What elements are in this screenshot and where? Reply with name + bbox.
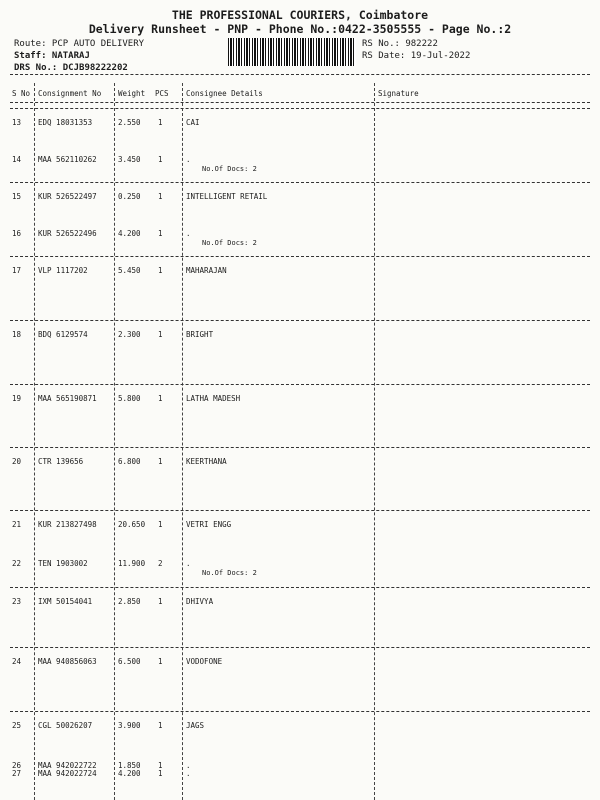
cell-consignee: KEERTHANA — [186, 457, 227, 466]
row-separator — [10, 510, 590, 511]
cell-sno: 15 — [12, 192, 22, 201]
row-separator — [10, 384, 590, 385]
cell-consignee: . — [186, 769, 191, 778]
col-header-weight: Weight — [118, 89, 146, 98]
cell-sno: 20 — [12, 457, 22, 466]
company-title: THE PROFESSIONAL COURIERS, Coimbatore — [171, 8, 429, 22]
row-separator — [10, 447, 590, 448]
row-separator — [10, 108, 590, 109]
row-separator — [10, 320, 590, 321]
cell-consignment-no: EDQ 18031353 — [38, 118, 93, 127]
runsheet-title: Delivery Runsheet - PNP - Phone No.:0422-3505555 - Page No.:2 — [88, 22, 512, 36]
cell-consignee: JAGS — [186, 721, 205, 730]
cell-consignment-no: TEN 1903002 — [38, 559, 88, 568]
cell-sno: 16 — [12, 229, 22, 238]
cell-pcs: 1 — [158, 761, 163, 770]
cell-consignee: VODOFONE — [186, 657, 223, 666]
cell-pcs: 1 — [158, 394, 163, 403]
cell-sno: 14 — [12, 155, 22, 164]
staff-text: Staff: NATARAJ — [14, 51, 90, 61]
col-header-pcs: PCS — [155, 89, 169, 98]
cell-weight: 5.800 — [118, 394, 141, 403]
docs-count-note: No.Of Docs: 2 — [202, 239, 257, 247]
header-rule-bottom — [10, 102, 590, 103]
cell-consignment-no: KUR 526522497 — [38, 192, 97, 201]
docs-count-note: No.Of Docs: 2 — [202, 569, 257, 577]
cell-sno: 23 — [12, 597, 22, 606]
col-divider-pcs — [182, 83, 183, 800]
col-header-consignment: Consignment No — [38, 89, 102, 98]
cell-consignment-no: MAA 562110262 — [38, 155, 97, 164]
cell-sno: 21 — [12, 520, 22, 529]
cell-consignee: BRIGHT — [186, 330, 214, 339]
rs-number: RS No.: 982222 — [362, 39, 438, 49]
cell-pcs: 1 — [158, 266, 163, 275]
cell-pcs: 1 — [158, 457, 163, 466]
header-left-block — [14, 38, 144, 74]
cell-weight: 3.900 — [118, 721, 141, 730]
row-separator — [10, 182, 590, 183]
cell-consignment-no: CTR 139656 — [38, 457, 84, 466]
cell-consignee: INTELLIGENT RETAIL — [186, 192, 268, 201]
cell-weight: 3.450 — [118, 155, 141, 164]
cell-weight: 6.500 — [118, 657, 141, 666]
cell-consignment-no: VLP 1117202 — [38, 266, 88, 275]
rs-date: RS Date: 19-Jul-2022 — [362, 51, 471, 61]
cell-pcs: 1 — [158, 118, 163, 127]
cell-consignee: VETRI ENGG — [186, 520, 232, 529]
cell-sno: 25 — [12, 721, 22, 730]
cell-weight: 11.900 — [118, 559, 146, 568]
route-text: Route: PCP AUTO DELIVERY — [14, 39, 145, 49]
cell-consignee: CAI — [186, 118, 200, 127]
cell-consignment-no: KUR 526522496 — [38, 229, 97, 238]
cell-sno: 22 — [12, 559, 22, 568]
cell-weight: 4.200 — [118, 769, 141, 778]
cell-sno: 26 — [12, 761, 22, 770]
cell-consignment-no: MAA 942022724 — [38, 769, 97, 778]
cell-pcs: 2 — [158, 559, 163, 568]
cell-consignment-no: CGL 50026207 — [38, 721, 93, 730]
cell-weight: 1.850 — [118, 761, 141, 770]
cell-consignment-no: MAA 940856063 — [38, 657, 97, 666]
cell-pcs: 1 — [158, 769, 163, 778]
header-right-block — [362, 38, 470, 62]
cell-weight: 6.800 — [118, 457, 141, 466]
col-header-consignee: Consignee Details — [186, 89, 263, 98]
row-separator — [10, 647, 590, 648]
cell-weight: 2.300 — [118, 330, 141, 339]
cell-consignee: . — [186, 229, 191, 238]
header-rule-top — [10, 74, 590, 75]
cell-consignment-no: BDQ 6129574 — [38, 330, 88, 339]
cell-sno: 19 — [12, 394, 22, 403]
cell-pcs: 1 — [158, 155, 163, 164]
cell-consignee: LATHA MADESH — [186, 394, 241, 403]
cell-pcs: 1 — [158, 721, 163, 730]
row-separator — [10, 587, 590, 588]
cell-sno: 27 — [12, 769, 22, 778]
cell-weight: 20.650 — [118, 520, 146, 529]
cell-sno: 18 — [12, 330, 22, 339]
cell-pcs: 1 — [158, 520, 163, 529]
col-divider-consignment — [114, 83, 115, 800]
cell-consignee: . — [186, 155, 191, 164]
cell-weight: 5.450 — [118, 266, 141, 275]
row-separator — [10, 256, 590, 257]
cell-consignee: DHIVYA — [186, 597, 214, 606]
drs-number: DRS No.: DCJB98222202 — [14, 63, 128, 73]
barcode — [228, 38, 356, 66]
col-header-signature: Signature — [378, 89, 419, 98]
cell-sno: 13 — [12, 118, 22, 127]
cell-sno: 24 — [12, 657, 22, 666]
cell-consignment-no: IXM 50154041 — [38, 597, 93, 606]
cell-pcs: 1 — [158, 657, 163, 666]
cell-weight: 4.200 — [118, 229, 141, 238]
cell-consignee: MAHARAJAN — [186, 266, 227, 275]
col-header-sno: S No — [12, 89, 31, 98]
cell-pcs: 1 — [158, 192, 163, 201]
cell-consignee: . — [186, 761, 191, 770]
col-divider-sno — [34, 83, 35, 800]
docs-count-note: No.Of Docs: 2 — [202, 165, 257, 173]
cell-pcs: 1 — [158, 330, 163, 339]
col-divider-consignee — [374, 83, 375, 800]
cell-consignment-no: KUR 213827498 — [38, 520, 97, 529]
cell-consignment-no: MAA 565190871 — [38, 394, 97, 403]
cell-pcs: 1 — [158, 597, 163, 606]
cell-weight: 2.550 — [118, 118, 141, 127]
cell-weight: 2.850 — [118, 597, 141, 606]
cell-pcs: 1 — [158, 229, 163, 238]
cell-weight: 0.250 — [118, 192, 141, 201]
cell-consignment-no: MAA 942022722 — [38, 761, 97, 770]
cell-sno: 17 — [12, 266, 22, 275]
row-separator — [10, 711, 590, 712]
cell-consignee: . — [186, 559, 191, 568]
